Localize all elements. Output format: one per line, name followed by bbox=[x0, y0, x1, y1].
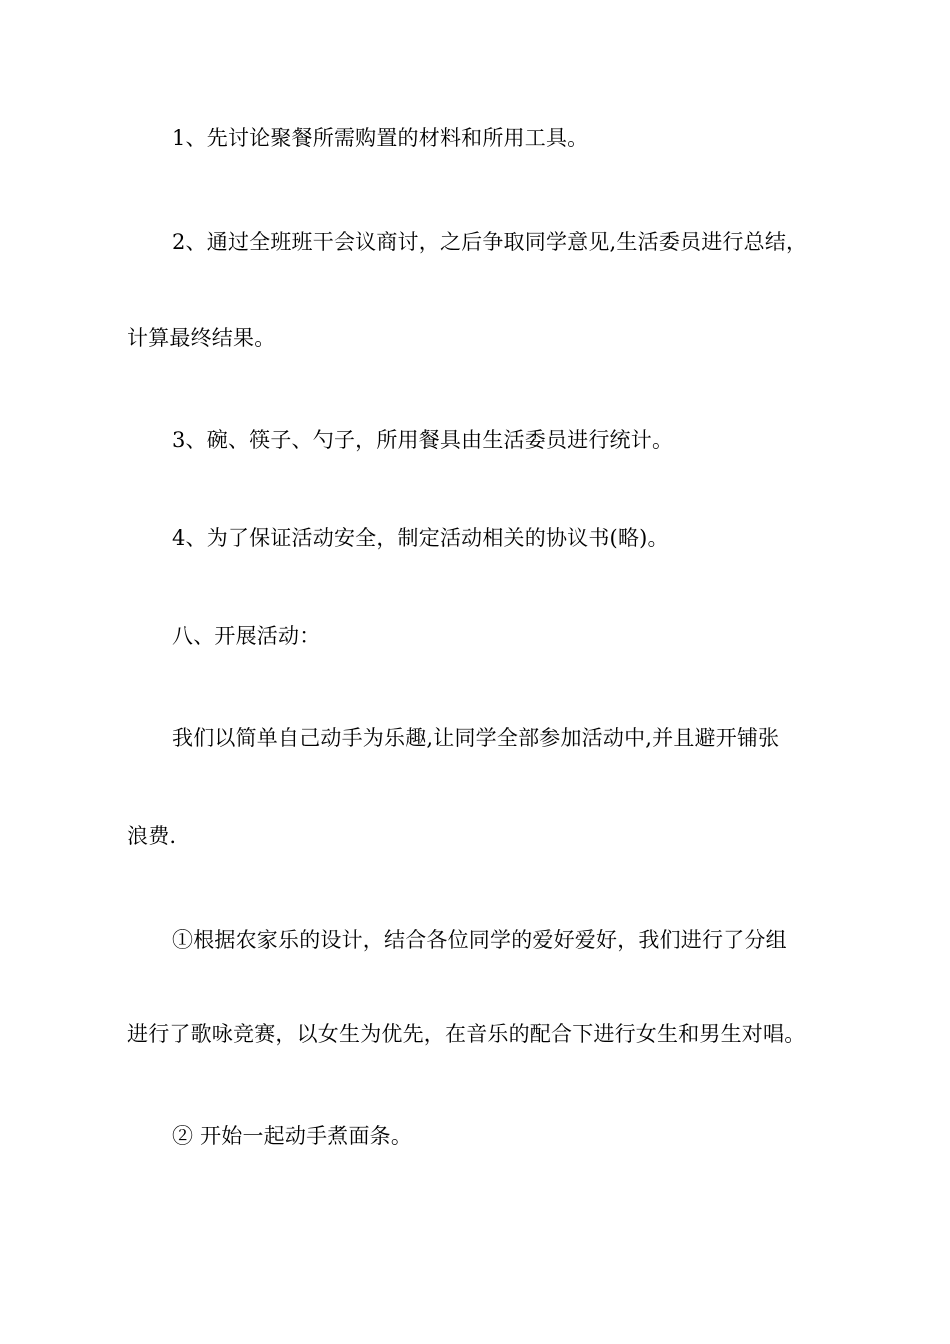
list-item-1: 1、先讨论聚餐所需购置的材料和所用工具。 bbox=[172, 126, 589, 150]
activity-item-2: ② 开始一起动手煮面条。 bbox=[172, 1124, 413, 1148]
list-item-4: 4、为了保证活动安全，制定活动相关的协议书(略)。 bbox=[172, 526, 669, 550]
section-heading: 八、开展活动： bbox=[172, 624, 321, 648]
list-item-2-line-2: 计算最终结果。 bbox=[127, 326, 276, 350]
paragraph-line-2: 浪费. bbox=[127, 824, 177, 848]
list-item-3: 3、碗、筷子、勺子，所用餐具由生活委员进行统计。 bbox=[172, 428, 674, 452]
activity-item-1-line-1: ①根据农家乐的设计，结合各位同学的爱好爱好，我们进行了分组 bbox=[172, 928, 787, 952]
list-item-2-line-1: 2、通过全班班干会议商讨，之后争取同学意见,生活委员进行总结， bbox=[172, 230, 808, 254]
paragraph-line-1: 我们以简单自己动手为乐趣,让同学全部参加活动中,并且避开铺张 bbox=[172, 726, 780, 750]
activity-item-1-line-2: 进行了歌咏竞赛，以女生为优先，在音乐的配合下进行女生和男生对唱。 bbox=[127, 1022, 806, 1046]
